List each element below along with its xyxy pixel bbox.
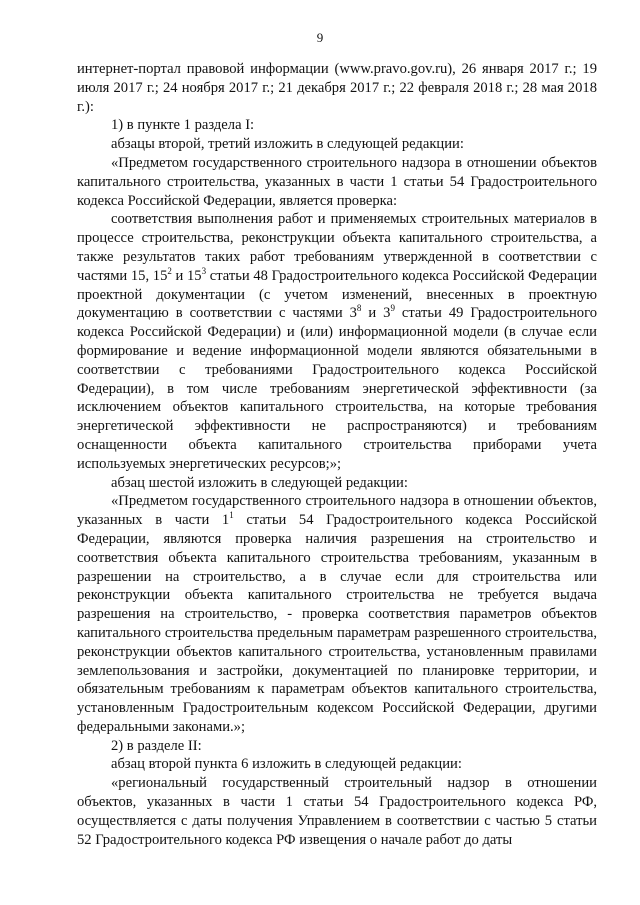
paragraph-text: «Предметом государственного строительного надзора в отношении объектов капитального строительства, указанных в части 1 статьи 54 Градостроительного кодекса Российской Федерации, является проверка:: [77, 154, 597, 209]
paragraph: [77, 774, 597, 849]
paragraph: [77, 116, 597, 135]
paragraph: [77, 135, 597, 154]
paragraph-text: статьи 54 Градостроительного кодекса Российской Федерации, являются проверка наличия разрешения на строительство и соответствия объекта капитального строительства требованиям, указанным в разрешении на строительство, а в случае если для строительства или реконструкции объекта капитального строительства не требуется выдача разрешения на строительство, - проверка соответствия параметров объектов капитального строительства предельным параметрам разрешенного строительства, реконструкции объектов капитального строительства, установленным правилами землепользования и застройки, документацией по планировке территории, и обязательным требованиям к параметрам объектов капитального строительства, установленным Градостроительным кодексом Российской Федерации, другими федеральными законами.»;: [77, 512, 597, 735]
superscript-index: 8: [356, 303, 362, 314]
superscript-index: 9: [390, 303, 395, 314]
paragraph-text: 2) в разделе II:: [111, 737, 202, 754]
paragraph-text: «региональный государственный строительный надзор в отношении объектов, указанных в части 1 статьи 54 Градостроительного кодекса РФ, осуществляется с даты получения Управлением в соответствии с частью 5 статьи 52 Градостроительного кодекса РФ извещения о начале работ до даты: [77, 775, 597, 848]
paragraph: [77, 492, 597, 736]
paragraph-text: абзац шестой изложить в следующей редакции:: [111, 474, 408, 491]
paragraph: [77, 474, 597, 493]
paragraph-text: интернет-портал правовой информации (www.pravo.gov.ru), 26 января 2017 г.; 19 июля 2017 г.; 24 ноября 2017 г.; 21 декабря 2017 г.; 22 февраля 2018 г.; 28 мая 2018 г.):: [77, 61, 597, 115]
paragraph-text: и 15: [171, 267, 202, 284]
paragraph: [77, 755, 597, 774]
paragraph-text: абзац второй пункта 6 изложить в следующей редакции:: [111, 756, 462, 773]
paragraph-text: и 3: [361, 305, 391, 322]
superscript-index: 1: [229, 510, 234, 521]
paragraph-text: абзацы второй, третий изложить в следующей редакции:: [111, 136, 464, 153]
paragraph-text: 1) в пункте 1 раздела I:: [111, 117, 255, 134]
paragraph-text: «Предметом государственного строительного надзора в отношении объектов, указанных в части 1: [77, 493, 597, 529]
superscript-index: 3: [201, 265, 207, 276]
paragraph: [77, 154, 597, 210]
paragraph: [77, 60, 597, 116]
document-body: [77, 60, 597, 849]
paragraph-text: статьи 48 Градостроительного кодекса Российской Федерации проектной документации (с учетом изменений, внесенных в проектную документацию в соответствии с частями 3: [77, 267, 598, 322]
superscript-index: 2: [167, 265, 172, 276]
paragraph: [77, 210, 597, 473]
paragraph-text: соответствия выполнения работ и применяемых строительных материалов в процессе строительства, реконструкции объекта капитального строительства, а также результатов таких работ требованиям утвержденной в соответствии с частями 15, 15: [77, 211, 597, 284]
page-number: 9: [316, 30, 324, 45]
paragraph-text: статьи 49 Градостроительного кодекса Российской Федерации) и (или) информационной модели (в случае если формирование и ведение информационной модели являются обязательными в соответствии с требованиями Градостроительного кодекса Российской Федерации), в том числе требованиям энергетической эффективности (за исключением объектов капитального строительства, на которые требования энергетической эффективности не распространяются) и требованиям оснащенности объекта капитального строительства приборами учета используемых энергетических ресурсов;»;: [77, 305, 597, 472]
paragraph: [77, 737, 597, 756]
